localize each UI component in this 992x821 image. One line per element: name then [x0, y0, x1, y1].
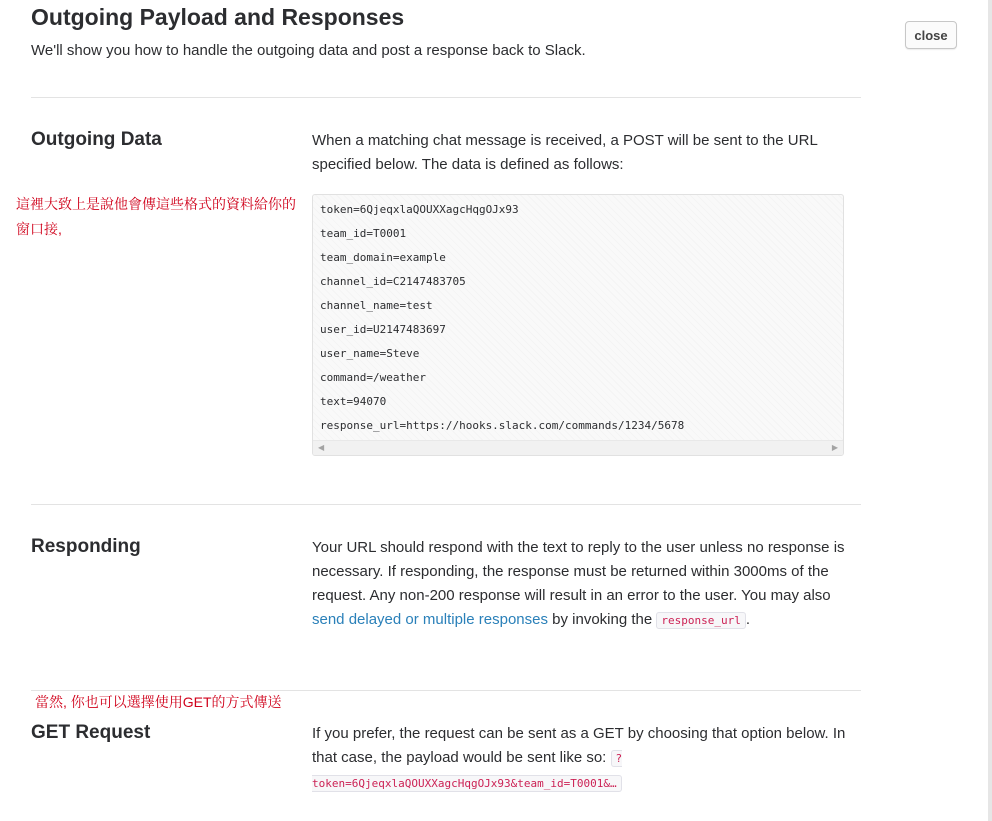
divider	[31, 504, 861, 505]
responding-period: .	[745, 611, 751, 628]
scroll-left-arrow-icon[interactable]: ◀	[318, 443, 325, 452]
code-line: team_domain=example	[320, 251, 446, 264]
scroll-right-arrow-icon[interactable]: ▶	[831, 443, 838, 452]
outgoing-data-description: When a matching chat message is received, a POST will be sent to the URL specified below. The data is defined as follows:	[312, 132, 818, 173]
get-request-text: If you prefer, the request can be sent as a GET by choosing that option below. In that case, the payload would be sent like so:	[312, 725, 846, 766]
get-request-description	[312, 722, 852, 796]
code-line: user_id=U2147483697	[320, 323, 446, 336]
response-url-code: response_url	[656, 612, 745, 629]
code-line: channel_id=C2147483705	[320, 275, 466, 288]
divider	[31, 690, 861, 691]
get-query-code: ?token=6QjeqxlaQOUXXagcHqgOJx93&team_id=T0001&…	[312, 752, 623, 790]
responding-heading: Responding	[31, 536, 141, 557]
annotation-get-request: 當然, 你也可以選擇使用GET的方式傳送	[35, 694, 282, 710]
delayed-responses-link[interactable]: send delayed or multiple responses	[312, 611, 548, 628]
code-line: text=94070	[320, 395, 387, 408]
code-line: team_id=T0001	[320, 227, 407, 240]
page-scrollbar[interactable]	[988, 0, 992, 821]
page-title: Outgoing Payload and Responses	[31, 4, 405, 30]
payload-code-block[interactable]	[312, 194, 844, 456]
code-line: token=6QjeqxlaQOUXXagcHqgOJx93	[320, 203, 519, 216]
responding-text-cont: by invoking the	[547, 611, 657, 628]
divider	[31, 97, 861, 98]
get-request-heading: GET Request	[31, 722, 151, 743]
close-button[interactable]: close	[905, 21, 957, 49]
code-line: command=/weather	[320, 371, 426, 384]
code-horizontal-scrollbar[interactable]	[313, 440, 843, 455]
code-line: user_name=Steve	[320, 347, 420, 360]
code-line: channel_name=test	[320, 299, 433, 312]
responding-description	[312, 536, 852, 633]
responding-text: Your URL should respond with the text to reply to the user unless no response is necessary. If responding, the response must be returned within 3000ms of the request. Any non-200 response will result in an error to the user. You may also	[312, 539, 845, 604]
code-line: response_url=https://hooks.slack.com/commands/1234/5678	[320, 419, 685, 432]
payload-code-lines	[320, 198, 684, 438]
page-subtitle: We'll show you how to handle the outgoing data and post a response back to Slack.	[31, 42, 586, 59]
outgoing-data-heading: Outgoing Data	[31, 129, 162, 150]
annotation-outgoing-data: 這裡大致上是說他會傳這些格式的資料給你的窗口接,	[16, 196, 296, 237]
